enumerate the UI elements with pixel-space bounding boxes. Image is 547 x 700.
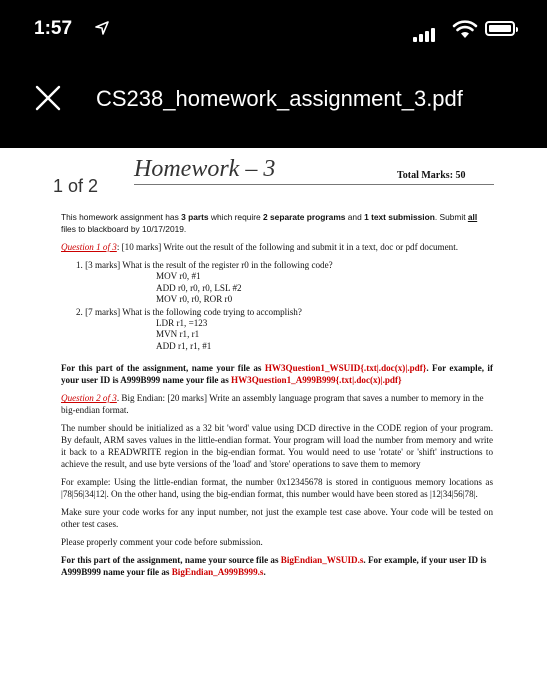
question-1: Question 1 of 3: [10 marks] Write out the result of the following and submit it in a text, doc or pdf document.	[61, 242, 458, 252]
q1-code-2: LDR r1, =123 MVN r1, r1 ADD r1, r1, #1	[156, 317, 212, 351]
total-marks: Total Marks: 50	[397, 170, 466, 181]
location-arrow-icon	[95, 21, 109, 35]
question-1-heading: Question 1 of 3	[61, 242, 117, 252]
question-2: Question 2 of 3. Big Endian: [20 marks] Write an assembly language program that saves a number to memory in the big-endian format.	[61, 393, 484, 415]
document-body	[61, 211, 493, 584]
close-icon[interactable]	[34, 84, 62, 112]
status-time: 1:57	[34, 18, 73, 39]
intro-paragraph: This homework assignment has 3 parts which require 2 separate programs and 1 text submission. Submit all files to blackboard by 10/17/2019.	[61, 212, 478, 234]
page-indicator: 1 of 2	[53, 176, 99, 196]
question-2-heading: Question 2 of 3	[61, 393, 117, 403]
q1-item-2: 2. [7 marks] What is the following code trying to accomplish?	[76, 306, 302, 317]
q2-naming: For this part of the assignment, name your source file as BigEndian_WSUID.s. For example, if your user ID is A999B999 name your file as BigEndian_A999B999.s.	[61, 555, 487, 577]
q2-paragraph-2: For example: Using the little-endian format, the number 0x12345678 is stored in contiguous memory locations as |78|56|34|12|. On the other hand, using the big-endian format, this number would have been stored as |12|34|56|78|.	[61, 477, 493, 499]
status-bar	[0, 0, 547, 60]
battery-icon	[485, 21, 515, 36]
homework-title: Homework – 3	[134, 156, 276, 182]
q1-code-1: MOV r0, #1 ADD r0, r0, r0, LSL #2 MOV r0, r0, ROR r0	[156, 271, 242, 304]
document-title: CS238_homework_assignment_3.pdf	[96, 86, 463, 111]
q1-item-1: 1. [3 marks] What is the result of the register r0 in the following code?	[76, 260, 333, 270]
wifi-icon	[452, 20, 478, 40]
q1-naming: For this part of the assignment, name your file as HW3Question1_WSUID{.txt|.doc(x)|.pdf}. For example, if your user ID is A999B999 name your file as HW3Question1_A999B999{.txt|.doc(x)|.pdf}	[61, 363, 493, 385]
q2-paragraph-1: The number should be initialized as a 32 bit 'word' value using DCD directive in the CODE region of your program. By default, ARM saves values in the little-endian format. Your program will load the number from memory and write it back to a READWRITE region in the big-endian format. You would need to use 'rotate' or 'shift' instructions to achieve the result, and use byte versions of the 'load' and 'store' operations to save them to memory	[61, 423, 493, 469]
q2-paragraph-3: Make sure your code works for any input number, not just the example test case above. Your code will be tested on other test cases.	[61, 507, 493, 529]
q2-paragraph-4: Please properly comment your code before submission.	[61, 537, 263, 547]
title-rule	[134, 184, 494, 185]
